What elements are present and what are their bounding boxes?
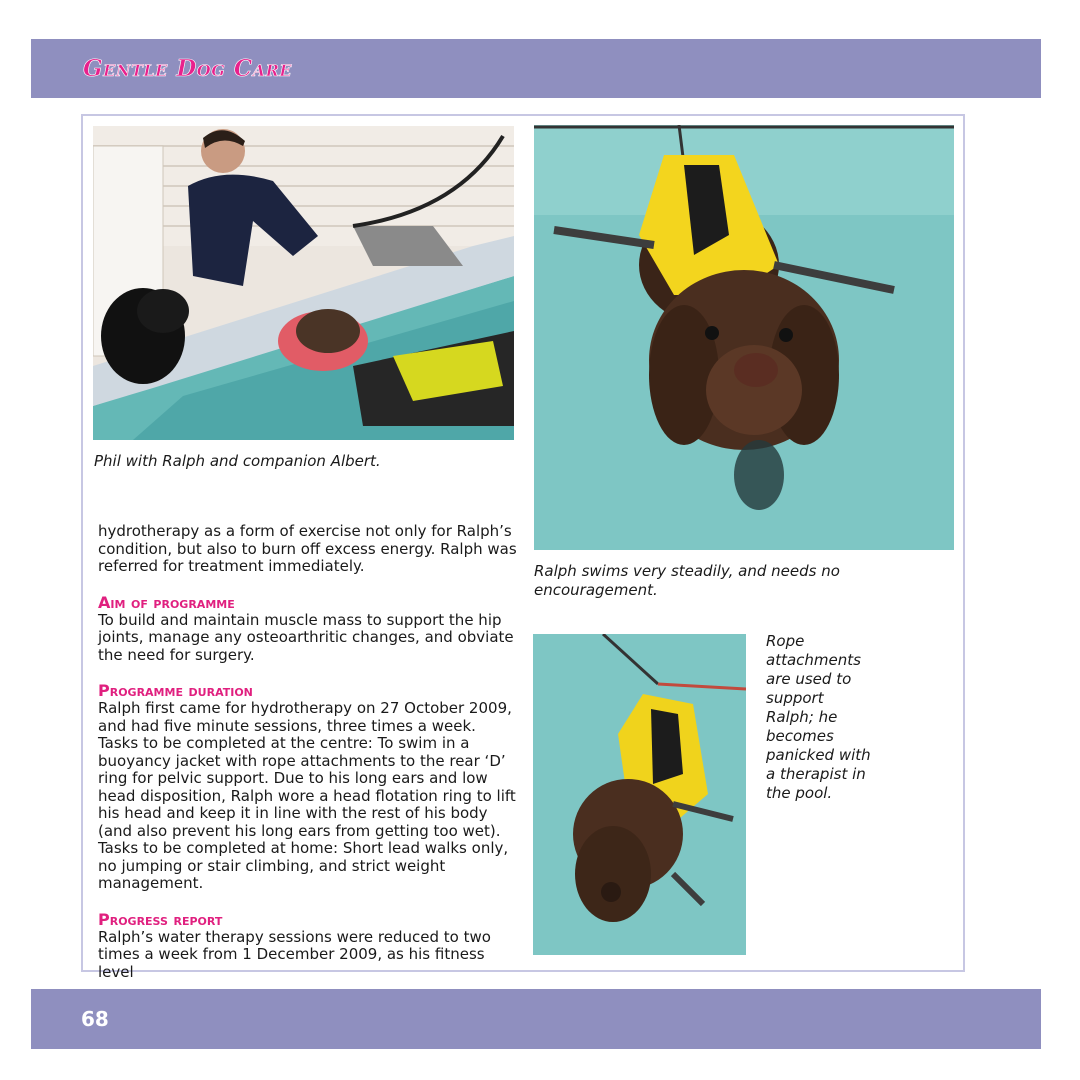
- photo-phil-with-dogs: [93, 126, 514, 440]
- caption-rope-attachments: Rope attachments are used to support Ralph; he becomes panicked with a therapist in the pool.: [766, 632, 871, 802]
- photo-ralph-swimming: [534, 125, 954, 550]
- page-number: 68: [81, 1007, 109, 1031]
- brand-title: Gentle Dog Care: [83, 55, 293, 82]
- photo-rope-attachments: [533, 634, 746, 955]
- footer-bar: [31, 989, 1041, 1049]
- section-paragraph: Ralph first came for hydrotherapy on 27 October 2009, and had five minute sessions, three times a week.: [98, 699, 512, 735]
- section-heading-aim: Aim of programme: [98, 592, 235, 612]
- section-heading-progress: Progress report: [98, 909, 223, 929]
- section-paragraph: To build and maintain muscle mass to support the hip joints, manage any osteoarthritic changes, and obviate the need for surgery.: [98, 610, 514, 664]
- section-paragraph: Tasks to be completed at home: Short lead walks only, no jumping or stair climbing, and strict weight management.: [98, 839, 509, 892]
- section-paragraph: Tasks to be completed at the centre: To swim in a buoyancy jacket with rope attachments to the rear ‘D’ ring for pelvic support. Due to his long ears and low head disposition, Ralph wore a head flotation ring to lift his head and keep it in line with the rest of his body (and also prevent his long ears from getting too wet).: [98, 734, 516, 840]
- header-bar: [31, 39, 1041, 98]
- section-paragraph: Ralph’s water therapy sessions were reduced to two times a week from 1 December 2009, as his fitness level: [98, 927, 491, 981]
- caption-phil-with-dogs: Phil with Ralph and companion Albert.: [94, 452, 381, 470]
- caption-ralph-swimming: Ralph swims very steadily, and needs no encouragement.: [534, 562, 840, 599]
- article-intro: hydrotherapy as a form of exercise not only for Ralph’s condition, but also to burn off excess energy. Ralph was referred for treatment immediately.: [98, 522, 517, 575]
- article-body: [98, 523, 518, 981]
- section-heading-duration: Programme duration: [98, 681, 253, 700]
